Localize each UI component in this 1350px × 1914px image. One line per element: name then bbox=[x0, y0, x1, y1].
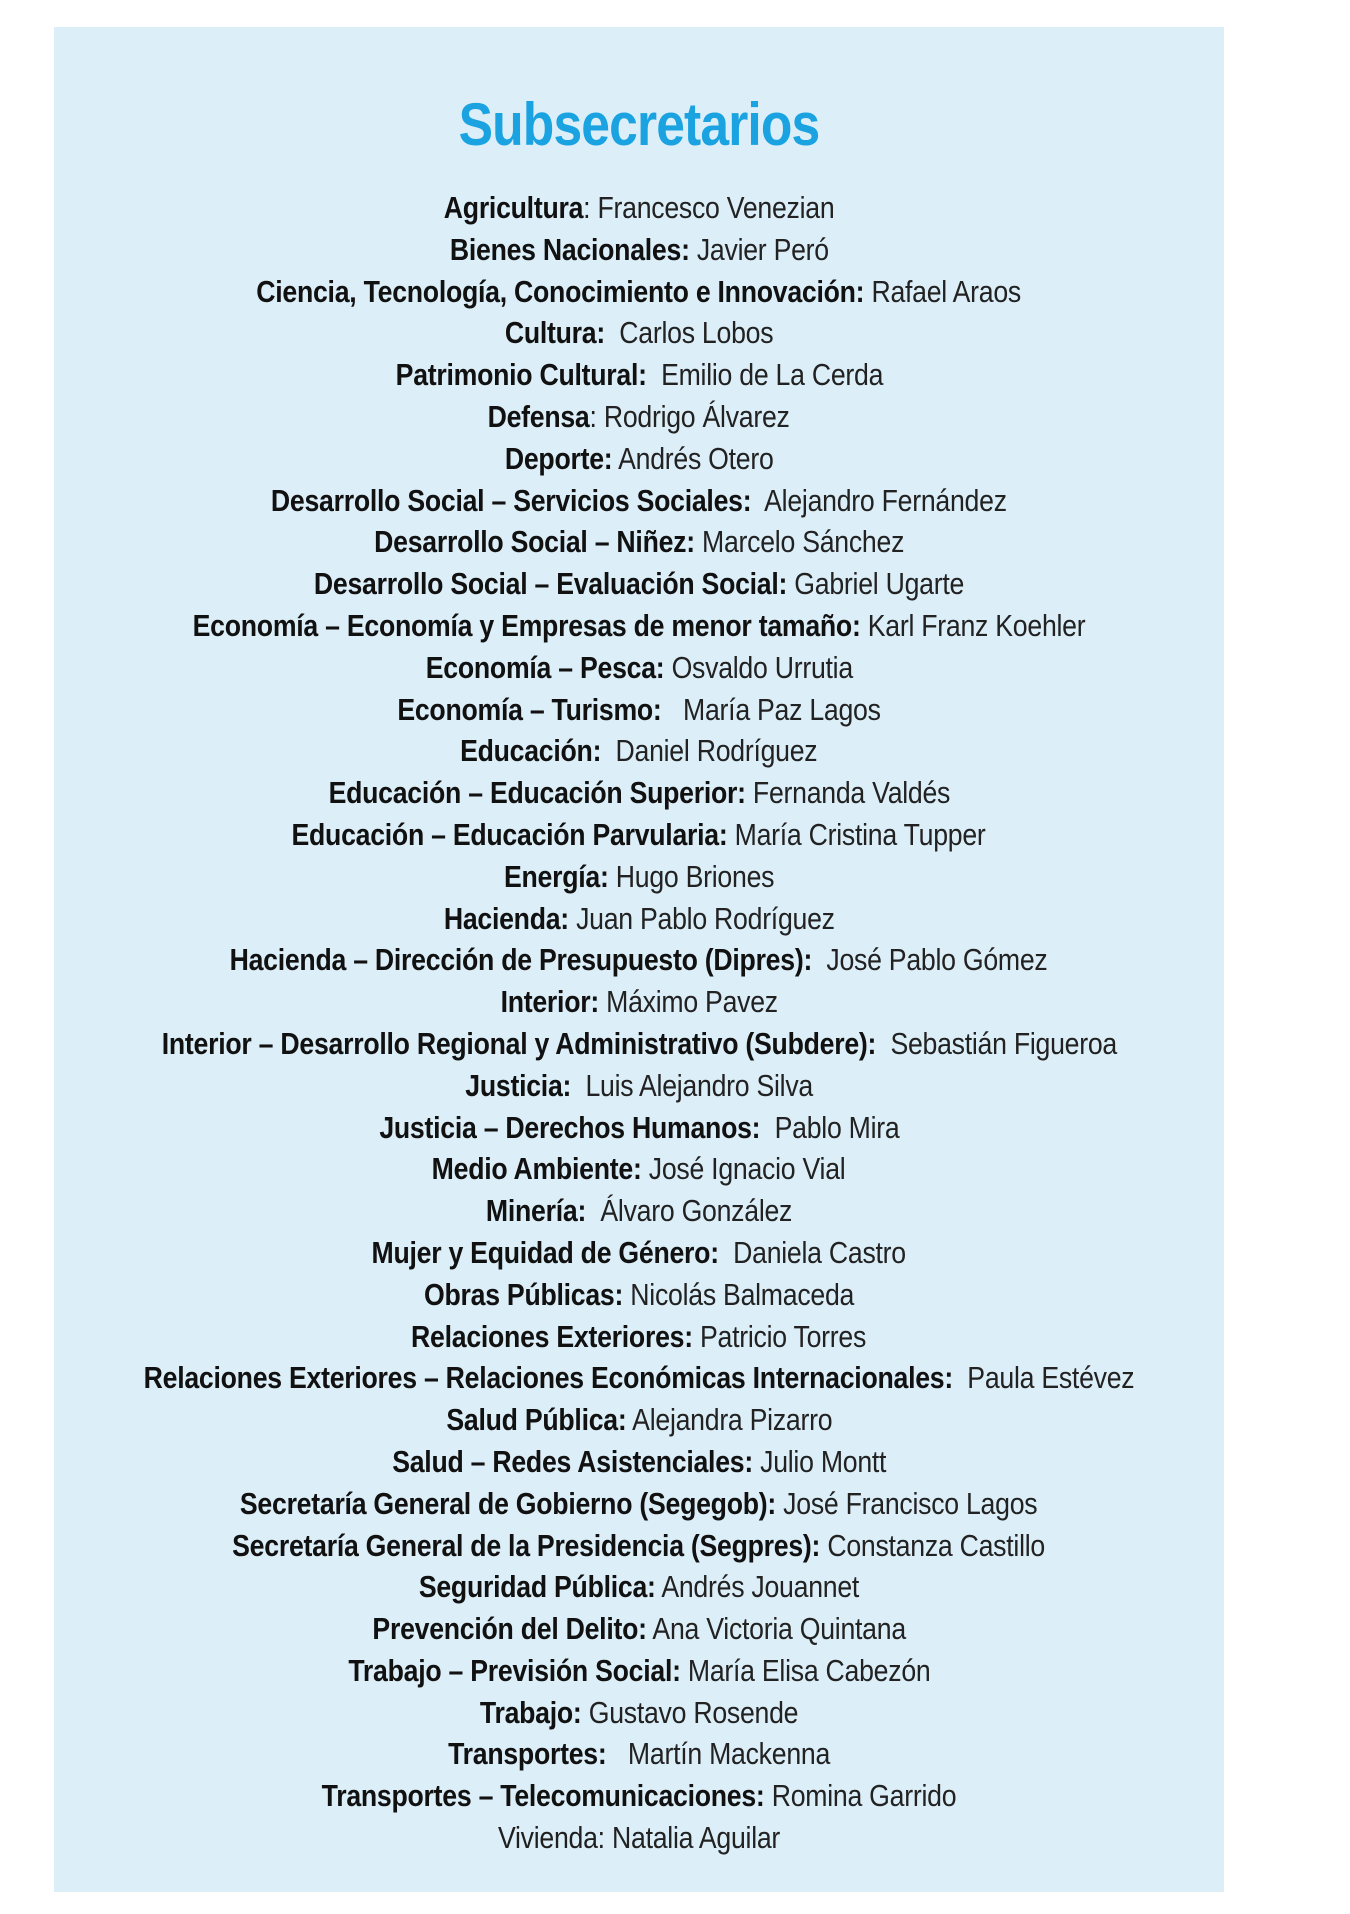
list-item-content bbox=[379, 1107, 899, 1149]
ministry-label: Justicia – Derechos Humanos: bbox=[378, 1109, 760, 1145]
list-item bbox=[54, 981, 1224, 1023]
list-item-content bbox=[460, 730, 817, 772]
separator bbox=[719, 1235, 733, 1270]
list-item-content bbox=[505, 312, 773, 354]
subsecretary-name: Andrés Jouannet bbox=[661, 1569, 860, 1605]
ministry-label: Minería: bbox=[485, 1193, 587, 1229]
ministry-label: Educación – Educación Parvularia: bbox=[291, 816, 728, 852]
subsecretary-name: Sebastián Figueroa bbox=[890, 1025, 1117, 1061]
separator bbox=[626, 1402, 632, 1437]
ministry-label: Obras Públicas: bbox=[423, 1276, 624, 1312]
ministry-label: Bienes Nacionales: bbox=[449, 231, 690, 267]
list-item-content bbox=[144, 1357, 1135, 1399]
subsecretary-name: Nicolás Balmaceda bbox=[630, 1276, 855, 1312]
subsecretary-name: María Elisa Cabezón bbox=[687, 1652, 931, 1688]
subsecretary-name: José Francisco Lagos bbox=[783, 1485, 1038, 1521]
list-item-content bbox=[328, 772, 950, 814]
ministry-label: Economía – Turismo: bbox=[397, 691, 662, 727]
list-item-content bbox=[486, 1190, 792, 1232]
subsecretary-name: Hugo Briones bbox=[615, 858, 775, 894]
list-item bbox=[54, 1357, 1224, 1399]
subsecretary-name: Javier Peró bbox=[696, 231, 829, 267]
list-item-content bbox=[480, 1692, 798, 1734]
list-item bbox=[54, 480, 1224, 522]
list-item bbox=[54, 1232, 1224, 1274]
list-item-content bbox=[372, 1608, 905, 1650]
list-item bbox=[54, 1148, 1224, 1190]
list-item bbox=[54, 939, 1224, 981]
list-item bbox=[54, 187, 1224, 229]
ministry-label: Defensa bbox=[487, 398, 590, 434]
subsecretary-name: Natalia Aguilar bbox=[611, 1820, 781, 1856]
ministry-label: Salud Pública: bbox=[446, 1402, 627, 1438]
list-item-content bbox=[240, 1483, 1037, 1525]
ministry-label: Desarrollo Social – Evaluación Social: bbox=[313, 566, 788, 602]
list-item-content bbox=[257, 271, 1022, 313]
subsecretary-name: Ana Victoria Quintana bbox=[652, 1611, 906, 1647]
subsecretary-name: Martín Mackenna bbox=[627, 1736, 830, 1772]
subsecretary-name: María Paz Lagos bbox=[682, 691, 881, 727]
subsecretary-name: Gabriel Ugarte bbox=[794, 566, 965, 602]
subsecretaries-list bbox=[54, 187, 1224, 1859]
ministry-label: Economía – Economía y Empresas de menor tamaño: bbox=[192, 607, 861, 643]
list-item-content bbox=[271, 480, 1007, 522]
list-item bbox=[54, 898, 1224, 940]
separator bbox=[861, 608, 868, 643]
subsecretary-name: Francesco Venezian bbox=[597, 190, 835, 225]
separator bbox=[599, 984, 606, 1019]
separator bbox=[753, 1444, 760, 1479]
list-item bbox=[54, 1692, 1224, 1734]
list-item bbox=[54, 856, 1224, 898]
list-item bbox=[54, 1566, 1224, 1608]
list-item-content bbox=[322, 1775, 957, 1817]
ministry-label: Mujer y Equidad de Género: bbox=[371, 1234, 720, 1270]
list-item bbox=[54, 271, 1224, 313]
subsecretary-name: Karl Franz Koehler bbox=[867, 607, 1086, 643]
list-item-content bbox=[444, 187, 835, 229]
list-item bbox=[54, 1775, 1224, 1817]
list-item-content bbox=[505, 438, 774, 480]
list-item bbox=[54, 1441, 1224, 1483]
subsecretary-name: José Pablo Gómez bbox=[826, 942, 1048, 978]
subsecretary-name: Osvaldo Urrutia bbox=[671, 649, 853, 685]
subsecretary-name: Álvaro González bbox=[600, 1193, 793, 1229]
list-item bbox=[54, 312, 1224, 354]
list-item-content bbox=[448, 1733, 830, 1775]
separator bbox=[605, 1820, 612, 1855]
ministry-label: Desarrollo Social – Niñez: bbox=[373, 524, 695, 560]
list-item bbox=[54, 814, 1224, 856]
subsecretary-name: Emilio de La Cerda bbox=[660, 357, 883, 393]
ministry-label: Energía: bbox=[503, 858, 609, 894]
ministry-label: Prevención del Delito: bbox=[372, 1611, 647, 1647]
list-item-content bbox=[348, 1650, 930, 1692]
ministry-label: Economía – Pesca: bbox=[425, 649, 665, 685]
list-item-content bbox=[498, 1817, 780, 1859]
subsecretary-name: Alejandro Fernández bbox=[764, 482, 1007, 518]
separator bbox=[571, 1068, 585, 1103]
list-item-content bbox=[392, 1441, 886, 1483]
subsecretary-name: Daniela Castro bbox=[733, 1234, 907, 1270]
ministry-label: Justicia: bbox=[465, 1067, 572, 1103]
separator: : bbox=[583, 190, 598, 225]
ministry-label: Transportes – Telecomunicaciones: bbox=[321, 1778, 765, 1814]
subsecretary-name: Patricio Torres bbox=[700, 1318, 867, 1354]
subsecretary-name: Paula Estévez bbox=[967, 1360, 1135, 1396]
ministry-label: Relaciones Exteriores – Relaciones Económicas Internacionales: bbox=[143, 1360, 953, 1396]
page-title: Subsecretarios bbox=[458, 91, 820, 158]
ministry-label: Educación: bbox=[460, 733, 602, 769]
separator bbox=[612, 441, 618, 476]
list-item-content bbox=[419, 1566, 859, 1608]
ministry-label: Hacienda – Dirección de Presupuesto (Dipres): bbox=[230, 942, 813, 978]
separator bbox=[751, 483, 764, 518]
subsecretary-name: Constanza Castillo bbox=[827, 1527, 1046, 1563]
ministry-label: Seguridad Pública: bbox=[418, 1569, 656, 1605]
list-item bbox=[54, 730, 1224, 772]
list-item bbox=[54, 1650, 1224, 1692]
ministry-label: Hacienda: bbox=[443, 900, 569, 936]
list-item bbox=[54, 396, 1224, 438]
list-item-content bbox=[465, 1065, 813, 1107]
ministry-label: Deporte: bbox=[504, 440, 613, 476]
separator bbox=[745, 775, 752, 810]
list-item bbox=[54, 1483, 1224, 1525]
list-item bbox=[54, 772, 1224, 814]
list-item-content bbox=[432, 1148, 846, 1190]
list-item bbox=[54, 1023, 1224, 1065]
ministry-label: Salud – Redes Asistenciales: bbox=[391, 1443, 753, 1479]
list-item bbox=[54, 1065, 1224, 1107]
separator bbox=[689, 232, 696, 267]
subsecretary-name: Fernanda Valdés bbox=[752, 775, 950, 811]
list-item bbox=[54, 229, 1224, 271]
list-item bbox=[54, 1399, 1224, 1441]
ministry-label: Cultura: bbox=[504, 315, 605, 351]
separator bbox=[608, 859, 615, 894]
ministry-label: Secretaría General de Gobierno (Segegob): bbox=[240, 1485, 777, 1521]
ministry-label: Relaciones Exteriores: bbox=[411, 1318, 694, 1354]
subsecretary-name: Pablo Mira bbox=[774, 1109, 900, 1145]
list-item-content bbox=[444, 898, 835, 940]
subsecretary-name: Daniel Rodríguez bbox=[615, 733, 818, 769]
separator bbox=[662, 692, 683, 727]
list-item bbox=[54, 1316, 1224, 1358]
list-item-content bbox=[230, 939, 1048, 981]
subsecretary-name: María Cristina Tupper bbox=[735, 816, 987, 852]
content-panel bbox=[54, 27, 1224, 1892]
separator bbox=[664, 650, 671, 685]
ministry-label: Vivienda: bbox=[497, 1820, 605, 1856]
separator bbox=[787, 566, 794, 601]
separator bbox=[876, 1026, 890, 1061]
ministry-label: Trabajo – Previsión Social: bbox=[347, 1652, 681, 1688]
separator bbox=[586, 1193, 600, 1228]
subsecretary-name: Alejandra Pizarro bbox=[631, 1402, 832, 1438]
subsecretary-name: Máximo Pavez bbox=[605, 984, 778, 1020]
list-item bbox=[54, 438, 1224, 480]
ministry-label: Interior: bbox=[500, 984, 599, 1020]
separator bbox=[647, 1611, 653, 1646]
list-item-content bbox=[233, 1525, 1046, 1567]
ministry-label: Secretaría General de la Presidencia (Segpres): bbox=[232, 1527, 821, 1563]
list-item-content bbox=[425, 647, 852, 689]
list-item-content bbox=[500, 981, 777, 1023]
list-item-content bbox=[292, 814, 986, 856]
list-item-content bbox=[412, 1316, 867, 1358]
list-item-content bbox=[314, 563, 964, 605]
subsecretary-name: Rafael Araos bbox=[871, 273, 1022, 309]
separator bbox=[623, 1277, 630, 1312]
separator bbox=[581, 1695, 588, 1730]
separator bbox=[953, 1360, 967, 1395]
separator bbox=[813, 942, 827, 977]
list-item bbox=[54, 563, 1224, 605]
list-item-content bbox=[193, 605, 1086, 647]
subsecretary-name: Carlos Lobos bbox=[619, 315, 774, 351]
list-item bbox=[54, 1733, 1224, 1775]
list-item bbox=[54, 689, 1224, 731]
list-item-content bbox=[397, 689, 880, 731]
subsecretary-name: Juan Pablo Rodríguez bbox=[575, 900, 835, 936]
subsecretary-name: Andrés Otero bbox=[617, 440, 774, 476]
list-item-content bbox=[161, 1023, 1116, 1065]
list-item-content bbox=[395, 354, 882, 396]
separator bbox=[606, 1736, 627, 1771]
subsecretary-name: Romina Garrido bbox=[771, 1778, 957, 1814]
subsecretary-name: Rodrigo Álvarez bbox=[604, 398, 791, 434]
separator bbox=[569, 901, 576, 936]
ministry-label: Patrimonio Cultural: bbox=[395, 357, 647, 393]
list-item-content bbox=[424, 1274, 854, 1316]
list-item bbox=[54, 521, 1224, 563]
ministry-label: Trabajo: bbox=[479, 1694, 582, 1730]
list-item bbox=[54, 1525, 1224, 1567]
list-item bbox=[54, 1817, 1224, 1859]
list-item-content bbox=[374, 521, 904, 563]
separator bbox=[680, 1653, 687, 1688]
ministry-label: Medio Ambiente: bbox=[432, 1151, 643, 1187]
ministry-label: Transportes: bbox=[448, 1736, 607, 1772]
list-item-content bbox=[372, 1232, 906, 1274]
subsecretary-name: Julio Montt bbox=[759, 1443, 886, 1479]
list-item-content bbox=[488, 396, 790, 438]
subsecretary-name: Luis Alejandro Silva bbox=[585, 1067, 813, 1103]
ministry-label: Ciencia, Tecnología, Conocimiento e Innovación: bbox=[256, 273, 865, 309]
ministry-label: Interior – Desarrollo Regional y Administrativo (Subdere): bbox=[161, 1025, 876, 1061]
list-item bbox=[54, 1608, 1224, 1650]
list-item bbox=[54, 354, 1224, 396]
subsecretary-name: José Ignacio Vial bbox=[649, 1151, 846, 1187]
ministry-label: Desarrollo Social – Servicios Sociales: bbox=[271, 482, 752, 518]
list-item bbox=[54, 1107, 1224, 1149]
ministry-label: Agricultura bbox=[443, 190, 584, 225]
list-item bbox=[54, 1190, 1224, 1232]
list-item bbox=[54, 1274, 1224, 1316]
list-item-content bbox=[504, 856, 774, 898]
list-item-content bbox=[449, 229, 828, 271]
list-item bbox=[54, 605, 1224, 647]
subsecretary-name: Marcelo Sánchez bbox=[701, 524, 905, 560]
separator bbox=[646, 357, 660, 392]
separator: : bbox=[589, 398, 605, 434]
ministry-label: Educación – Educación Superior: bbox=[328, 775, 746, 811]
separator bbox=[760, 1110, 774, 1145]
list-item-content bbox=[446, 1399, 832, 1441]
list-item bbox=[54, 647, 1224, 689]
separator bbox=[601, 733, 615, 768]
subsecretary-name: Gustavo Rosende bbox=[588, 1694, 799, 1730]
separator bbox=[605, 315, 619, 350]
